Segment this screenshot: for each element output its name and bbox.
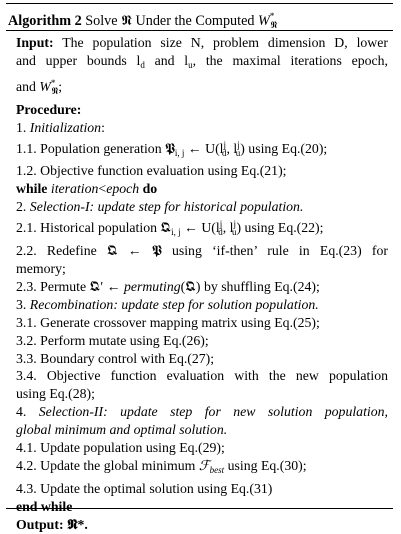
step-2-3: 2.3. Permute 𝕼′ ← permuting(𝕼) by shuffling Eq.(24); (16, 278, 320, 294)
step-2-2-cont: memory; (16, 260, 66, 276)
input-line-1: Input: The population size N, problem dimension D, lower (16, 35, 388, 50)
step-4-2: 4.2. Update the global minimum ℱ$_{best}$ using Eq.(30); (16, 457, 307, 475)
step-4: 4. Selection-II: update step for new solution population, (16, 404, 388, 420)
caption-w-sub: 𝕹 (270, 20, 278, 30)
end-while: end while (16, 498, 73, 514)
step-2: 2. Selection-I: update step for historical population. (16, 199, 304, 215)
step-3-2: 3.2. Perform mutate using Eq.(26); (16, 332, 209, 348)
step-3-1: 3.1. Generate crossover mapping matrix using Eq.(25); (16, 314, 320, 330)
step-2-1: 2.1. Historical population 𝕼$_{i, j}$ ← $U(l^j_d$, $l^j_u$) using Eq.(22); (16, 219, 324, 238)
algorithm-label: Algorithm 2 (8, 13, 82, 29)
caption-rule (6, 30, 393, 31)
step-1-2: 1.2. Objective function evaluation using Eq.(21); (16, 163, 287, 179)
while-line: while iteration<epoch do (16, 181, 158, 197)
algorithm-box (6, 3, 393, 532)
top-rule (6, 3, 393, 4)
step-3-4-cont: using Eq.(28); (16, 386, 95, 402)
step-4-3: 4.3. Update the optimal solution using Eq.(31) (16, 480, 273, 496)
bottom-rule (6, 508, 393, 509)
step-1-1: 1.1. Population generation 𝕻$_{i, j}$ ← $U(l^j_d$, $l^j_u$) using Eq.(20); (16, 139, 328, 158)
caption-w-sup: * (269, 11, 275, 21)
algorithm-body (16, 34, 388, 534)
step-4-1: 4.1. Update population using Eq.(29); (16, 440, 225, 456)
step-2-2: 2.2. Redefine 𝕼 ← 𝕻 using ‘if-then’ rule in Eq.(23) for (16, 243, 388, 259)
step-3-3: 3.3. Boundary control with Eq.(27); (16, 350, 215, 366)
step-1: 1. Initialization: (16, 119, 105, 135)
caption-symbol-w: W (258, 13, 270, 29)
step-4-cont: global minimum and optimal solution. (16, 422, 228, 438)
caption-symbol-n: 𝕹 (121, 13, 132, 29)
procedure-heading: Procedure: (16, 101, 82, 117)
caption-text: Solve (85, 13, 122, 29)
step-3: 3. Recombination: update step for solution population. (16, 296, 319, 312)
caption-text-2: Under the Computed (131, 13, 259, 29)
step-3-4: 3.4. Objective function evaluation with the new population (16, 368, 388, 384)
input-line-2: and upper bounds $l_d$ and $l_u$, the maximal iterations epoch, (16, 52, 388, 70)
input-line-3: and $W^*_𝕹$; (16, 77, 63, 96)
output-line: Output: 𝕹*. (16, 516, 88, 532)
